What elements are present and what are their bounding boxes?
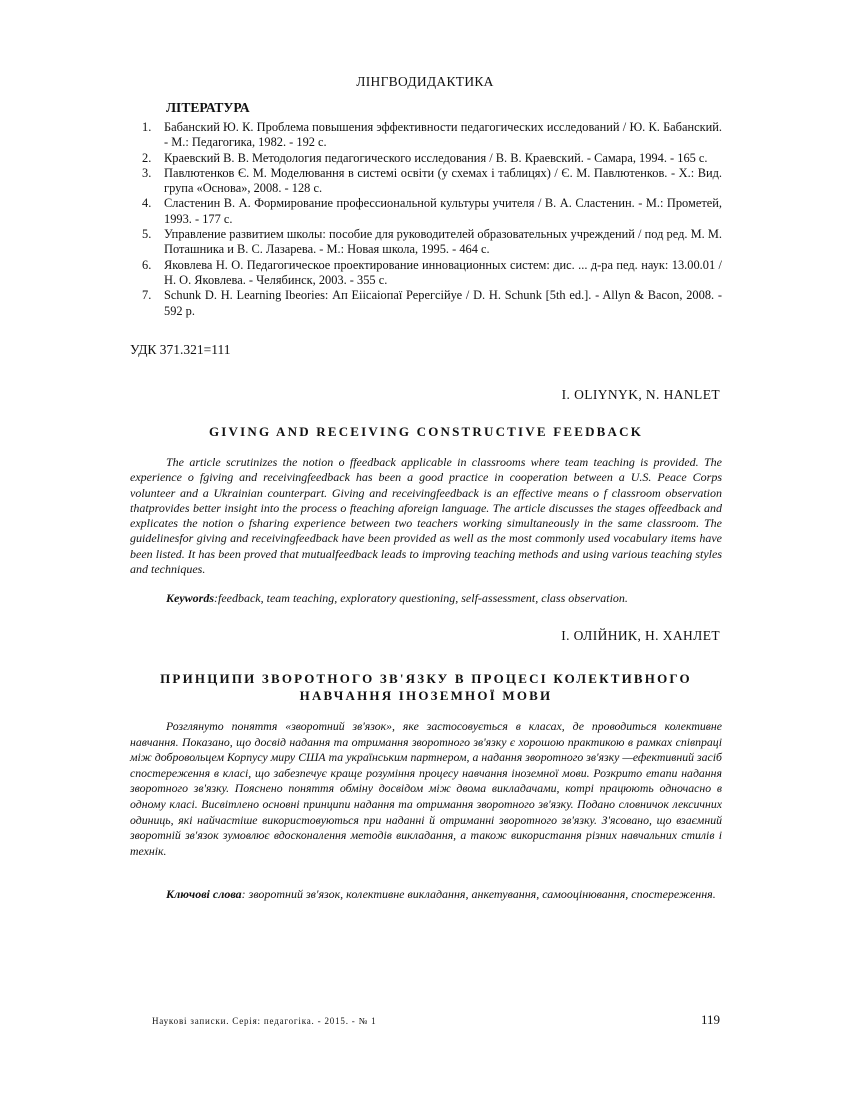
reference-number: 7. [142, 288, 152, 303]
en-keywords-text: :feedback, team teaching, exploratory questioning, self-assessment, class observation. [214, 591, 628, 605]
reference-item [130, 120, 722, 151]
reference-item [130, 196, 722, 227]
reference-item [130, 288, 722, 319]
reference-text: Краевский В. В. Методология педагогического исследования / В. В. Краевский. - Самара, 1994. - 165 с. [164, 150, 708, 165]
reference-list [130, 120, 722, 319]
reference-text: Управление развитием школы: пособие для руководителей образовательных учреждений / под ред. М. М. Поташника и В. С. Лазарева. - М.: Новая школа, 1995. - 464 с. [164, 227, 722, 257]
reference-number: 1. [142, 120, 152, 134]
en-authors: I. OLIYNYK, N. HANLET [561, 387, 720, 402]
journal-footer: Наукові записки. Серія: педагогіка. - 2015. - № 1 [152, 1016, 377, 1026]
reference-number: 5. [142, 227, 152, 242]
en-abstract: The article scrutinizes the notion o ffeedback applicable in classrooms where team teaching is provided. The experience o fgiving and receivingfeedback has been a good practice in cooperation between a U.S. Peace Corps volunteer and a Ukrainian counterpart. Giving and receivingfeedback is an effective means o f classroom observation thatprovides better insight into the process o fteaching aforeign language. The article discusses the stages offeedback and explicates the notion o fsharing experience between two teachers working simultaneously in the same classroom. The guidelinesfor giving and receivingfeedback have been provided as well as the most commonly used vocabulary items have been listed. It has been proved that mutualfeedback leads to improving teaching methods and using various teaching styles and techniques. [130, 455, 722, 577]
ua-keywords-text: : зворотний зв'язок, колективне викладання, анкетування, самооцінювання, спостереження. [241, 887, 716, 901]
ua-abstract: Розглянуто поняття «зворотний зв'язок», яке застосовується в класах, де проводиться колективне навчання. Показано, що досвід надання та отримання зворотного зв'язку є хорошою практикою в рамках співпраці між добровольцем Корпусу миру США та українським партнером, а надання зворотного зв'язку —ефективний засіб спостереження в класі, що забезпечує краще розуміння процесу навчання іноземної мови. Розкрито етапи надання зворотного зв'язку. Пояснено поняття обміну досвідом між двома викладачами, котрі працюють одночасно в одному класі. Висвітлено основні принципи надання та отримання зворотного зв'язку. Подано словничок лексичних одиниць, які найчастіше використовуються при наданні й отриманні зворотного зв'язку. З'ясовано, що взаємний зворотній зв'язок зумовлює вдосконалення методів викладання, а також використання різних навчальних стилів і технік. [130, 719, 722, 858]
page-number: 119 [700, 1012, 720, 1027]
reference-item [130, 227, 722, 258]
ua-title-line-2: НАВЧАННЯ ІНОЗЕМНОЇ МОВИ [299, 688, 553, 703]
en-article-title: GIVING AND RECEIVING CONSTRUCTIVE FEEDBACK [208, 424, 644, 439]
reference-text: Павлютенков Є. М. Моделювання в системі освіти (у схемах і таблицях) / Є. М. Павлютенков. - Х.: Вид. група «Основа», 2008. - 128 с. [164, 165, 722, 196]
reference-number: 6. [142, 257, 152, 272]
reference-item [130, 151, 722, 166]
reference-number: 2. [142, 150, 152, 165]
reference-item [130, 258, 722, 289]
reference-item [130, 166, 722, 197]
ua-article-title [130, 670, 722, 704]
ua-authors: І. ОЛІЙНИК, Н. ХАНЛЕТ [561, 628, 720, 643]
reference-number: 4. [142, 196, 152, 211]
en-keywords [130, 591, 722, 606]
literature-heading: ЛІТЕРАТУРА [166, 100, 250, 115]
reference-text: Бабанский Ю. К. Проблема повышения эффективности педагогических исследований / Ю. К. Бабанский. - М.: Педагогика, 1982. - 192 с. [164, 120, 722, 150]
reference-text: Яковлева Н. О. Педагогическое проектирование инновационных систем: дис. ... д-ра пед. наук: 13.00.01 / Н. О. Яковлева. - Челябинск, 2003. - 355 с. [164, 257, 722, 287]
udc-code: УДК 371.321=111 [130, 342, 231, 357]
reference-text: Schunk D. H. Learning Ibeories: Ап Еіісаіопаї Ререгсійуе / D. H. Schunk [5th ed.]. - Allyn & Bacon, 2008. - 592 p. [164, 288, 722, 318]
ua-title-line-1: ПРИНЦИПИ ЗВОРОТНОГО ЗВ'ЯЗКУ В ПРОЦЕСІ КОЛЕКТИВНОГО [160, 671, 692, 686]
reference-number: 3. [142, 165, 152, 180]
ua-keywords [130, 887, 722, 902]
en-keywords-label: Keywords [166, 591, 214, 605]
reference-text: Сластенин В. А. Формирование профессиональной культуры учителя / В. А. Сластенин. - М.: Прометей, 1993. - 177 с. [164, 196, 722, 226]
ua-keywords-label: Ключові слова [166, 887, 242, 901]
running-head: ЛІНГВОДИДАКТИКА [356, 74, 494, 89]
